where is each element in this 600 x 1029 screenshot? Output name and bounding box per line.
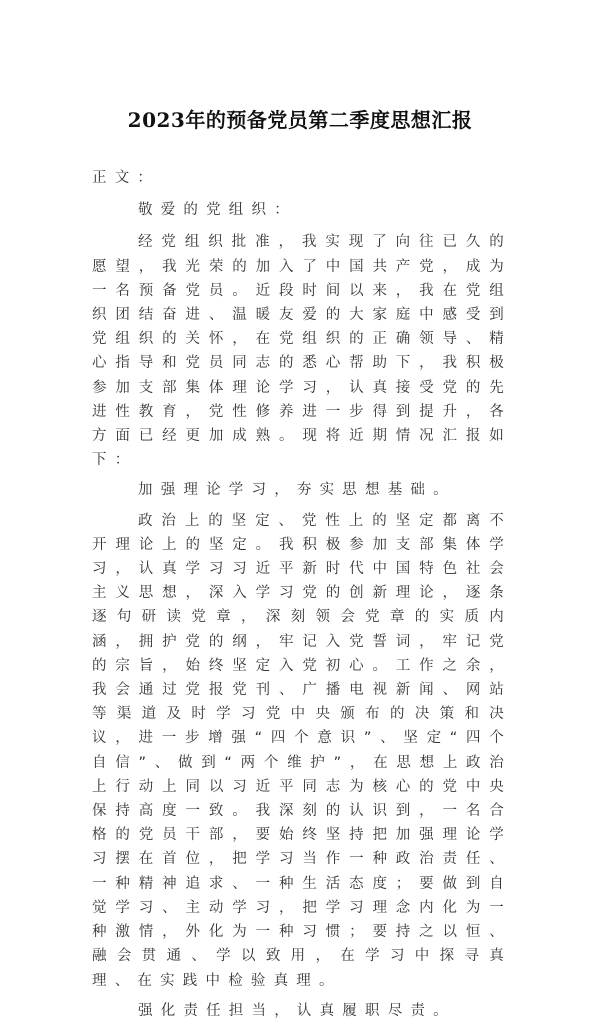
paragraph-theory-study: 政治上的坚定、党性上的坚定都离不开理论上的坚定。我积极参加支部集体学习，认真学习习近平新时代中国特色社会主义思想，深入学习党的创新理论，逐条逐句研读党章，深刻领会党章的实质内涵，拥护党的纲，牢记入党誓词，牢记党的宗旨，始终坚定入党初心。工作之余，我会通过党报党刊、广播电视新闻、网站等渠道及时学习党中央颁布的决策和决议，进一步增强“四个意识”、坚定“四个自信”、做到“两个维护”，在思想上政治上行动上同以习近平同志为核心的党中央保持高度一致。我深刻的认识到，一名合格的党员干部，要始终坚持把加强理论学习摆在首位，把学习当作一种政治责任、一种精神追求、一种生活态度；要做到自觉学习、主动学习，把学习理念内化为一种激情，外化为一种习惯；要持之以恒、融会贯通、学以致用，在学习中探寻真理、在实践中检验真理。: [92, 512, 512, 989]
document-body: [92, 166, 512, 1029]
section-heading-theory-study: 加强理论学习，夯实思想基础。: [138, 482, 456, 499]
section-heading-responsibility: 强化责任担当，认真履职尽责。: [138, 1002, 456, 1019]
document-title: 2023年的预备党员第二季度思想汇报: [127, 108, 473, 132]
paragraph-intro: 经党组织批准，我实现了向往已久的愿望，我光荣的加入了中国共产党，成为一名预备党员。近段时间以来，我在党组织团结奋进、温暖友爱的大家庭中感受到党组织的关怀，在党组织的正确领导、精心指导和党员同志的悉心帮助下，我积极参加支部集体理论学习，认真接受党的先进性教育，党性修养进一步得到提升，各方面已经更加成熟。现将近期情况汇报如下：: [92, 234, 512, 469]
salutation: 敬爱的党组织：: [138, 202, 297, 219]
body-label: 正文：: [92, 170, 161, 186]
